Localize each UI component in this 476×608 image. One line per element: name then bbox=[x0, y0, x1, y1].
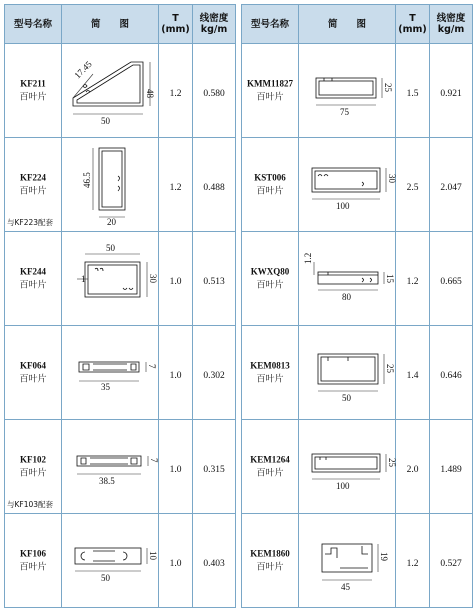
model-cell bbox=[5, 232, 62, 326]
table-row bbox=[242, 232, 473, 326]
model-code: KF064 bbox=[20, 360, 46, 370]
model-cell bbox=[242, 138, 299, 232]
density-cell bbox=[430, 326, 473, 420]
drawing-cell bbox=[62, 232, 159, 326]
profile-detail bbox=[324, 78, 332, 81]
model-cell bbox=[242, 232, 299, 326]
density-value: 1.489 bbox=[440, 465, 462, 475]
density-cell bbox=[430, 232, 473, 326]
profile-drawing bbox=[63, 514, 158, 603]
header-t-label: T bbox=[172, 13, 179, 24]
profile-shape bbox=[318, 272, 378, 284]
model-cell bbox=[242, 326, 299, 420]
thickness-value: 1.2 bbox=[406, 559, 419, 569]
header-drawing: 简 图 bbox=[62, 5, 159, 44]
table-row bbox=[5, 232, 236, 326]
model-name: 百叶片 bbox=[19, 280, 47, 290]
density-value: 0.646 bbox=[440, 371, 462, 381]
dim-label: 45 bbox=[340, 582, 350, 592]
header-t-unit: (mm) bbox=[398, 24, 427, 35]
profile-drawing bbox=[300, 44, 395, 133]
density-cell bbox=[193, 514, 236, 608]
thickness-value: 1.0 bbox=[169, 465, 182, 475]
table-row bbox=[242, 514, 473, 608]
dim-label: 50 bbox=[100, 116, 110, 126]
thickness-value: 2.0 bbox=[406, 465, 419, 475]
thickness-cell bbox=[396, 514, 430, 608]
model-name: 百叶片 bbox=[256, 92, 284, 102]
model-name: 百叶片 bbox=[19, 374, 47, 384]
dim-label: 25 bbox=[382, 83, 393, 92]
model-name: 百叶片 bbox=[19, 186, 47, 196]
thickness-value: 1.0 bbox=[169, 371, 182, 381]
table-row bbox=[242, 138, 473, 232]
profile-drawing bbox=[63, 44, 158, 133]
model-code: KF244 bbox=[20, 266, 46, 276]
dim-label: 46.5 bbox=[81, 172, 92, 188]
model-name: 百叶片 bbox=[256, 468, 284, 478]
table-row bbox=[5, 44, 236, 138]
dim-label: 50 bbox=[100, 573, 110, 583]
pairing-note: 与KF223配套 bbox=[7, 218, 54, 227]
model-code: KEM0813 bbox=[250, 360, 290, 370]
density-value: 0.921 bbox=[440, 89, 462, 99]
thickness-cell bbox=[396, 44, 430, 138]
thickness-value: 1.0 bbox=[169, 277, 182, 287]
profile-detail bbox=[318, 175, 364, 187]
table-row bbox=[242, 44, 473, 138]
density-cell bbox=[193, 420, 236, 514]
dim-label: 100 bbox=[335, 201, 349, 211]
density-cell bbox=[430, 420, 473, 514]
header-density-unit: kg/m bbox=[200, 24, 228, 35]
dim-label: 15 bbox=[384, 274, 395, 283]
model-cell bbox=[242, 420, 299, 514]
density-cell bbox=[193, 232, 236, 326]
profile-shape bbox=[319, 81, 373, 95]
drawing-cell bbox=[299, 138, 396, 232]
thickness-cell bbox=[159, 138, 193, 232]
profile-detail bbox=[318, 272, 378, 282]
profile-shape bbox=[88, 265, 137, 294]
drawing-cell bbox=[62, 326, 159, 420]
header-t-unit: (mm) bbox=[161, 24, 190, 35]
table-row bbox=[5, 420, 236, 514]
header-model: 型号名称 bbox=[242, 5, 299, 44]
model-code: KMM11827 bbox=[247, 78, 293, 88]
header-density bbox=[430, 5, 473, 44]
table-row bbox=[5, 138, 236, 232]
density-value: 0.315 bbox=[203, 465, 225, 475]
drawing-cell bbox=[299, 232, 396, 326]
header-model: 型号名称 bbox=[5, 5, 62, 44]
density-value: 0.580 bbox=[203, 89, 225, 99]
model-name: 百叶片 bbox=[19, 92, 47, 102]
header-t-label: T bbox=[409, 13, 416, 24]
thickness-cell bbox=[396, 420, 430, 514]
density-value: 0.527 bbox=[440, 559, 462, 569]
thickness-value: 1.2 bbox=[169, 183, 182, 193]
drawing-cell bbox=[62, 420, 159, 514]
density-value: 2.047 bbox=[440, 183, 462, 193]
density-cell bbox=[430, 44, 473, 138]
profile-shape bbox=[75, 548, 141, 564]
dim-label: 19 bbox=[378, 552, 389, 561]
dim-label: 38.5 bbox=[98, 476, 115, 486]
dim-label: 20 bbox=[106, 217, 116, 227]
dim-label: 50 bbox=[341, 393, 351, 403]
profile-detail bbox=[83, 364, 136, 370]
model-name: 百叶片 bbox=[19, 562, 47, 572]
thickness-cell bbox=[159, 232, 193, 326]
dim-label: 30 bbox=[386, 174, 397, 183]
pairing-note: 与KF103配套 bbox=[7, 500, 54, 509]
profile-detail bbox=[118, 176, 120, 191]
dim-label: 25 bbox=[384, 364, 395, 373]
dim-label: 7 bbox=[148, 458, 159, 463]
dim-label: 75 bbox=[339, 107, 349, 117]
dim-label: 48 bbox=[144, 89, 155, 98]
thickness-value: 1.2 bbox=[406, 277, 419, 287]
header-density-unit: kg/m bbox=[437, 24, 465, 35]
dim-label: 100 bbox=[335, 481, 349, 491]
model-name: 百叶片 bbox=[256, 186, 284, 196]
profile-drawing bbox=[63, 138, 158, 227]
thickness-cell bbox=[159, 514, 193, 608]
thickness-cell bbox=[159, 420, 193, 514]
table-row bbox=[5, 326, 236, 420]
model-code: KST006 bbox=[254, 172, 286, 182]
density-cell bbox=[430, 514, 473, 608]
profile-drawing bbox=[63, 232, 158, 321]
drawing-cell bbox=[299, 514, 396, 608]
profile-drawing bbox=[300, 138, 395, 227]
profile-detail bbox=[328, 357, 348, 361]
model-cell bbox=[5, 514, 62, 608]
dim-label: 1 bbox=[80, 274, 85, 284]
header-density-label: 线密度 bbox=[436, 13, 466, 24]
density-value: 0.513 bbox=[203, 277, 225, 287]
density-cell bbox=[430, 138, 473, 232]
profile-shape bbox=[315, 457, 377, 469]
drawing-cell bbox=[299, 326, 396, 420]
dim-label: 10 bbox=[147, 551, 158, 560]
thickness-value: 1.5 bbox=[406, 89, 419, 99]
dim-label: 80 bbox=[341, 292, 351, 302]
model-name: 百叶片 bbox=[19, 468, 47, 478]
profile-drawing bbox=[63, 326, 158, 415]
profile-drawing bbox=[300, 420, 395, 509]
model-name: 百叶片 bbox=[256, 374, 284, 384]
thickness-cell bbox=[396, 326, 430, 420]
model-code: KF102 bbox=[20, 454, 46, 464]
header-thickness bbox=[396, 5, 430, 44]
dim-label: 17.45 bbox=[71, 59, 94, 81]
dim-label: 35 bbox=[100, 382, 110, 392]
model-code: KF224 bbox=[20, 172, 46, 182]
model-cell bbox=[5, 138, 62, 232]
profile-shape bbox=[315, 171, 377, 189]
model-cell bbox=[5, 326, 62, 420]
header-drawing: 简 图 bbox=[299, 5, 396, 44]
dim-label: 50 bbox=[105, 243, 115, 253]
profile-detail bbox=[325, 546, 368, 568]
density-value: 0.403 bbox=[203, 559, 225, 569]
density-cell bbox=[193, 138, 236, 232]
profile-detail bbox=[320, 457, 326, 460]
model-name: 百叶片 bbox=[256, 562, 284, 572]
profile-drawing bbox=[63, 420, 158, 509]
drawing-cell bbox=[62, 44, 159, 138]
density-value: 0.665 bbox=[440, 277, 462, 287]
dim-label: 7 bbox=[146, 364, 157, 369]
profile-drawing bbox=[300, 232, 395, 321]
dim-label: 25 bbox=[386, 458, 397, 467]
drawing-cell bbox=[299, 44, 396, 138]
density-value: 0.488 bbox=[203, 183, 225, 193]
header-density bbox=[193, 5, 236, 44]
model-code: KEM1860 bbox=[250, 548, 290, 558]
thickness-cell bbox=[396, 232, 430, 326]
thickness-value: 1.4 bbox=[406, 371, 419, 381]
drawing-cell bbox=[299, 420, 396, 514]
density-cell bbox=[193, 44, 236, 138]
model-name: 百叶片 bbox=[256, 280, 284, 290]
model-cell bbox=[242, 514, 299, 608]
density-value: 0.302 bbox=[203, 371, 225, 381]
model-cell bbox=[5, 44, 62, 138]
profile-drawing bbox=[300, 326, 395, 415]
table-row bbox=[5, 514, 236, 608]
dim-label: 1.2 bbox=[302, 252, 313, 264]
thickness-cell bbox=[159, 326, 193, 420]
thickness-cell bbox=[159, 44, 193, 138]
profile-shape bbox=[312, 168, 380, 192]
header-row bbox=[242, 5, 473, 44]
thickness-value: 1.0 bbox=[169, 559, 182, 569]
model-code: KEM1264 bbox=[250, 454, 290, 464]
model-code: KF106 bbox=[20, 548, 46, 558]
drawing-cell bbox=[62, 514, 159, 608]
header-thickness bbox=[159, 5, 193, 44]
left-profile-table bbox=[4, 4, 236, 608]
table-row bbox=[242, 326, 473, 420]
profile-drawing bbox=[300, 514, 395, 603]
model-cell bbox=[5, 420, 62, 514]
thickness-value: 1.2 bbox=[169, 89, 182, 99]
profile-detail bbox=[81, 458, 137, 464]
table-row bbox=[242, 420, 473, 514]
model-code: KWXQ80 bbox=[250, 266, 290, 276]
profile-shape bbox=[79, 362, 139, 372]
density-cell bbox=[193, 326, 236, 420]
dim-label: 30 bbox=[147, 274, 158, 283]
model-cell bbox=[242, 44, 299, 138]
header-density-label: 线密度 bbox=[199, 13, 229, 24]
profile-detail bbox=[81, 551, 127, 561]
profile-shape bbox=[85, 262, 140, 297]
right-profile-table bbox=[241, 4, 473, 608]
thickness-cell bbox=[396, 138, 430, 232]
profile-shape bbox=[99, 148, 125, 210]
header-row bbox=[5, 5, 236, 44]
profile-detail bbox=[95, 268, 133, 289]
thickness-value: 2.5 bbox=[406, 183, 419, 193]
model-code: KF211 bbox=[20, 78, 46, 88]
drawing-cell bbox=[62, 138, 159, 232]
